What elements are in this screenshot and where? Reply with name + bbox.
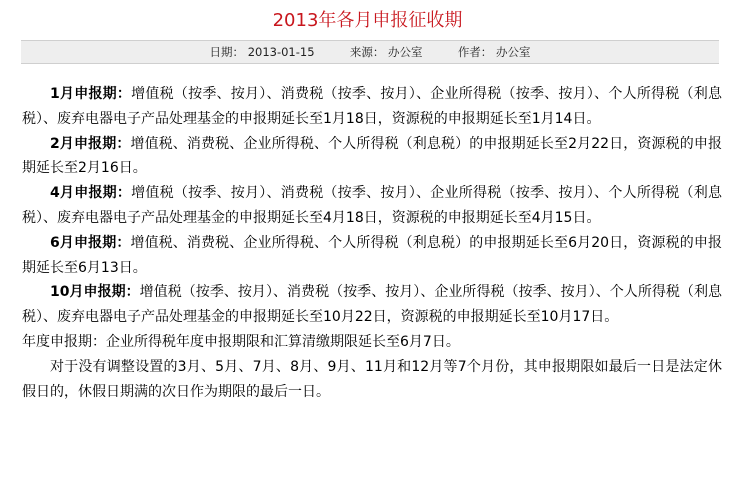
- date-label: 日期：: [209, 45, 245, 59]
- source-label: 来源：: [349, 45, 385, 59]
- date-value: 2013-01-15: [247, 45, 315, 59]
- paragraph-text: 增值税（按季、按月）、消费税（按季、按月）、企业所得税（按季、按月）、个人所得税（利息税）、废弃电器电子产品处理基金的申报期延长至4月18日，资源税的申报期延长至4月15日。: [22, 185, 722, 226]
- month-label: 6月申报期：: [50, 234, 131, 251]
- article-body: [22, 82, 722, 404]
- paragraph-annual: 年度申报期：企业所得税年度申报期限和汇算清缴期限延长至6月7日。: [22, 333, 460, 350]
- paragraph-june: [22, 231, 722, 281]
- paragraph-january: [22, 82, 722, 132]
- paragraph-october: [22, 280, 722, 330]
- paragraph-february: [22, 132, 722, 182]
- article-meta-bar: [21, 40, 719, 64]
- paragraph-text: 增值税、消费税、企业所得税、个人所得税（利息税）的申报期延长至2月22日，资源税的申报期延长至2月16日。: [22, 135, 722, 177]
- month-label: 4月申报期：: [50, 185, 132, 202]
- paragraph-closing-note: 对于没有调整设置的3月、5月、7月、8月、9月、11月和12月等7个月份，其申报期限如最后一日是法定休假日的，休假日期满的次日作为期限的最后一日。: [22, 358, 722, 400]
- paragraph-april: [22, 181, 722, 231]
- author-label: 作者：: [457, 45, 493, 59]
- source-value: 办公室: [388, 45, 423, 59]
- month-label: 1月申报期：: [50, 86, 132, 102]
- month-label: 2月申报期：: [50, 135, 131, 152]
- month-label: 10月申报期：: [50, 284, 140, 301]
- paragraph-text: 增值税（按季、按月）、消费税（按季、按月）、企业所得税（按季、按月）、个人所得税（利息税）、废弃电器电子产品处理基金的申报期延长至1月18日，资源税的申报期延长至1月14日。: [22, 86, 722, 127]
- paragraph-text: 增值税（按季、按月）、消费税（按季、按月）、企业所得税（按季、按月）、个人所得税（利息税）、废弃电器电子产品处理基金的申报期延长至10月22日，资源税的申报期延长至10月17日。: [22, 284, 722, 326]
- paragraph-text: 增值税、消费税、企业所得税、个人所得税（利息税）的申报期延长至6月20日，资源税的申报期延长至6月13日。: [22, 234, 722, 276]
- page-title: 2013年各月申报征收期: [272, 10, 463, 31]
- author-value: 办公室: [495, 45, 531, 59]
